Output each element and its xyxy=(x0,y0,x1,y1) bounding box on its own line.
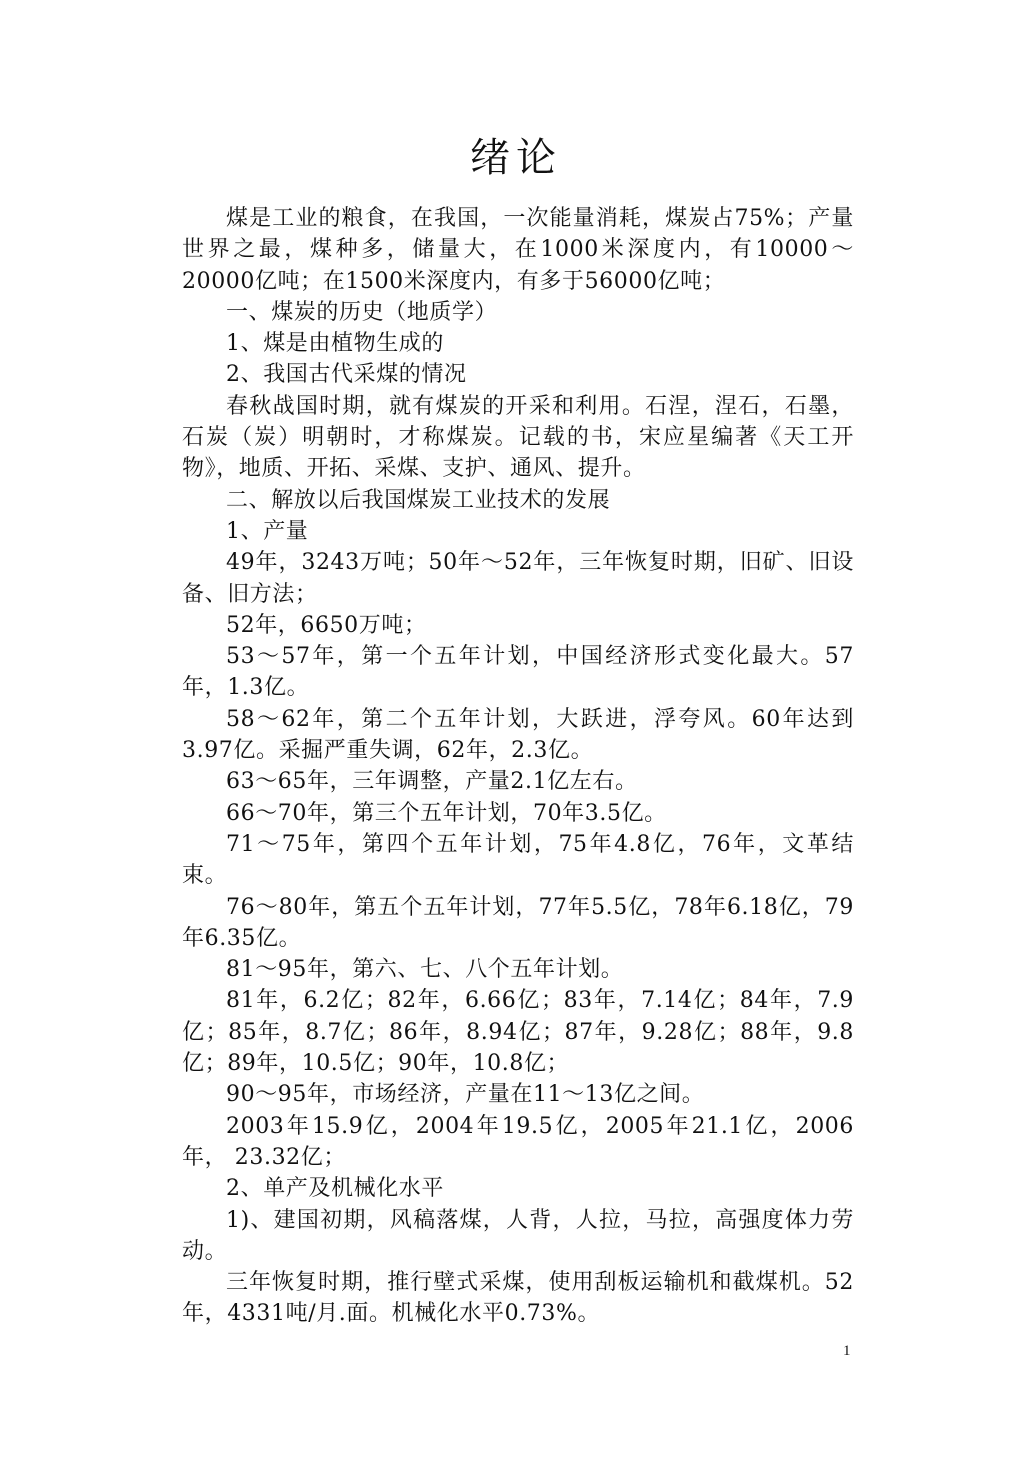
paragraph: 81～95年，第六、七、八个五年计划。 xyxy=(226,957,624,983)
paragraph: 三年恢复时期，推行壁式采煤，使用刮板运输机和截煤机。52年，4331吨/月.面。机械化水平0.73%。 xyxy=(182,1270,854,1327)
paragraph: 49年，3243万吨；50年～52年，三年恢复时期，旧矿、旧设备、旧方法； xyxy=(182,550,854,607)
page-title: 绪论 xyxy=(470,135,562,181)
document-body xyxy=(182,203,854,1330)
paragraph: 81年，6.2亿；82年，6.66亿；83年，7.14亿；84年，7.9亿；85年，8.7亿；86年，8.94亿；87年，9.28亿；88年，9.8亿；89年，10.5亿；90年，10.8亿； xyxy=(182,988,854,1077)
paragraph: 1)、建国初期，风稿落煤，人背，人拉，马拉，高强度体力劳动。 xyxy=(182,1207,854,1264)
paragraph: 66～70年，第三个五年计划，70年3.5亿。 xyxy=(226,800,667,826)
subsection-heading: 2、单产及机械化水平 xyxy=(226,1176,444,1202)
paragraph: 52年，6650万吨； xyxy=(226,612,427,638)
paragraph: 63～65年，三年调整，产量2.1亿左右。 xyxy=(226,769,638,795)
paragraph: 煤是工业的粮食，在我国，一次能量消耗，煤炭占75%；产量世界之最，煤种多，储量大，在1000米深度内，有10000～20000亿吨；在1500米深度内，有多于56000亿吨； xyxy=(182,206,854,294)
paragraph: 春秋战国时期，就有煤炭的开采和利用。石涅，涅石，石墨，石炭（炭）明朝时，才称煤炭。记载的书，宋应星编著《天工开物》，地质、开拓、采煤、支护、通风、提升。 xyxy=(182,393,854,482)
paragraph: 2003年15.9亿，2004年19.5亿，2005年21.1亿，2006年， 23.32亿； xyxy=(182,1113,854,1170)
paragraph: 76～80年，第五个五年计划，77年5.5亿，78年6.18亿，79年6.35亿。 xyxy=(182,894,854,951)
subsection-heading: 1、产量 xyxy=(226,518,309,544)
section-heading: 二、解放以后我国煤炭工业技术的发展 xyxy=(226,487,611,513)
paragraph: 58～62年，第二个五年计划，大跃进，浮夸风。60年达到3.97亿。采掘严重失调，62年，2.3亿。 xyxy=(182,706,854,764)
section-heading: 一、煤炭的历史（地质学） xyxy=(226,299,498,325)
paragraph: 90～95年，市场经济，产量在11～13亿之间。 xyxy=(226,1082,705,1108)
paragraph: 53～57年，第一个五年计划，中国经济形式变化最大。57年，1.3亿。 xyxy=(182,644,854,701)
paragraph: 71～75年，第四个五年计划，75年4.8亿，76年，文革结束。 xyxy=(182,831,854,889)
page-number: 1 xyxy=(843,1343,851,1359)
subsection-heading: 1、煤是由植物生成的 xyxy=(226,331,444,357)
subsection-heading: 2、我国古代采煤的情况 xyxy=(226,362,467,388)
